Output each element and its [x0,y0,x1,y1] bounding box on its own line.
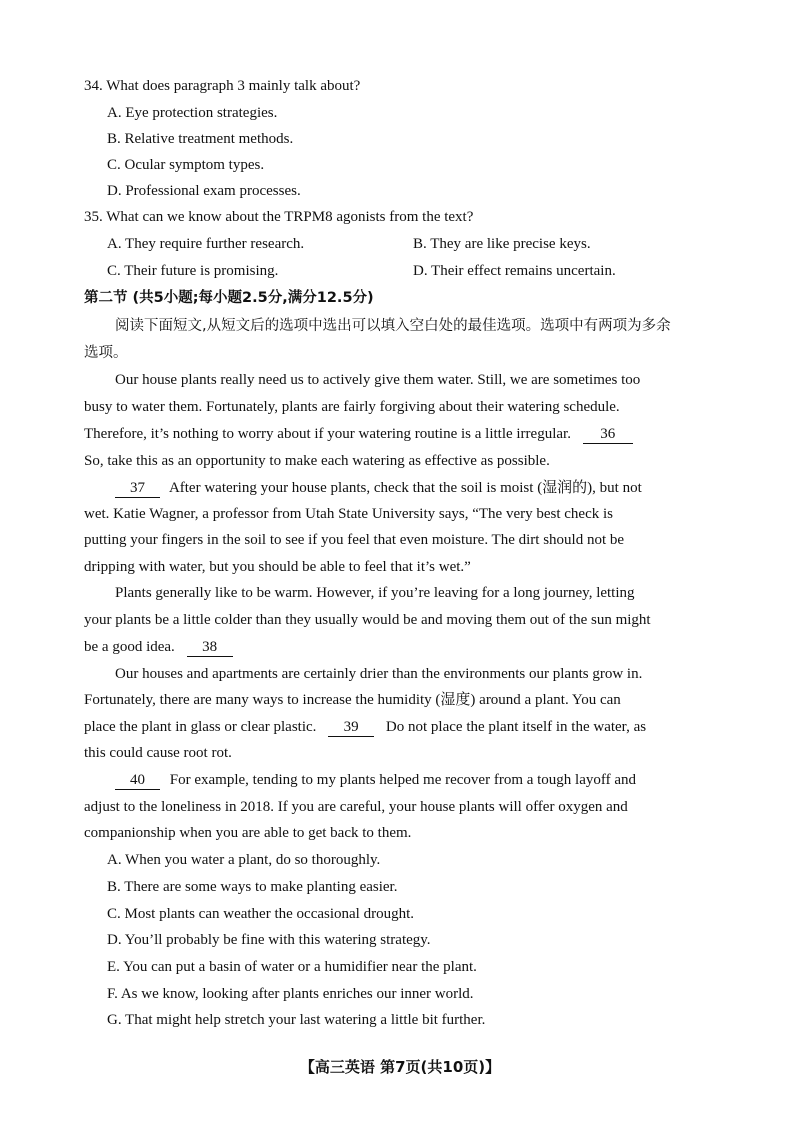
question-35-option-c: C. Their future is promising. [107,263,279,279]
question-35-option-d: D. Their effect remains uncertain. [413,263,616,279]
passage-p4-line3 [84,717,646,737]
question-35-option-a: A. They require further research. [107,236,305,252]
choice-a: A. When you water a plant, do so thoroughly. [107,852,381,868]
passage-p4-line4: this could cause root rot. [84,745,232,761]
question-35-stem: 35. What can we know about the TRPM8 agonists from the text? [84,209,474,225]
choice-g: G. That might help stretch your last watering a little bit further. [107,1012,486,1028]
page-footer: 【高三英语 第7页(共10页)】 [299,1058,501,1076]
question-34-option-a: A. Eye protection strategies. [107,105,278,121]
question-35-option-b: B. They are like precise keys. [413,236,591,252]
passage-p4-line2: Fortunately, there are many ways to increase the humidity (湿度) around a plant. You can [84,692,621,708]
passage-p2-line1-text: After watering your house plants, check that the soil is moist (湿润的), but not [168,480,642,496]
passage-p1-line2: busy to water them. Fortunately, plants are fairly forgiving about their watering schedule. [84,399,620,415]
passage-p3-line3-text: be a good idea. [84,639,175,655]
choice-e: E. You can put a basin of water or a humidifier near the plant. [107,959,477,975]
blank-40[interactable]: 40 [115,771,160,790]
passage-p5-line3: companionship when you are able to get back to them. [84,825,412,841]
passage-p5-line1 [115,770,636,790]
passage-p2-line4: dripping with water, but you should be able to feel that it’s wet.” [84,559,471,575]
section-instructions-line1: 阅读下面短文,从短文后的选项中选出可以填入空白处的最佳选项。选项中有两项为多余 [115,318,671,334]
choice-b: B. There are some ways to make planting easier. [107,879,398,895]
passage-p3-line3 [84,637,233,657]
choice-d: D. You’ll probably be fine with this watering strategy. [107,932,431,948]
blank-36[interactable]: 36 [583,425,633,444]
passage-p2-line1 [115,478,642,498]
passage-p3-line2: your plants be a little colder than they usually would be and moving them out of the sun might [84,612,651,628]
passage-p3-line1: Plants generally like to be warm. However, if you’re leaving for a long journey, letting [115,585,635,601]
question-34-option-d: D. Professional exam processes. [107,183,301,199]
passage-p1-line3-text: Therefore, it’s nothing to worry about if your watering routine is a little irregular. [84,426,571,442]
passage-p2-line2: wet. Katie Wagner, a professor from Utah State University says, “The very best check is [84,506,613,522]
passage-p4-line1: Our houses and apartments are certainly drier than the environments our plants grow in. [115,666,643,682]
passage-p1-line4: So, take this as an opportunity to make each watering as effective as possible. [84,453,550,469]
passage-p5-line1-text: For example, tending to my plants helped me recover from a tough layoff and [169,772,637,788]
blank-38[interactable]: 38 [187,638,233,657]
section-heading: 第二节 (共5小题;每小题2.5分,满分12.5分) [84,290,374,306]
blank-37[interactable]: 37 [115,479,160,498]
question-34-option-b: B. Relative treatment methods. [107,131,294,147]
passage-p5-line2: adjust to the loneliness in 2018. If you are careful, your house plants will offer oxygen and [84,799,628,815]
passage-p1-line3 [84,424,633,444]
passage-p4-line3b-text: Do not place the plant itself in the water, as [385,719,647,735]
passage-p1-line1: Our house plants really need us to actively give them water. Still, we are sometimes too [115,372,641,388]
blank-39[interactable]: 39 [328,718,374,737]
choice-c: C. Most plants can weather the occasional drought. [107,906,415,922]
question-34-option-c: C. Ocular symptom types. [107,157,265,173]
choice-f: F. As we know, looking after plants enriches our inner world. [107,986,474,1002]
passage-p4-line3a-text: place the plant in glass or clear plastic. [84,719,317,735]
passage-p2-line3: putting your fingers in the soil to see if you feel that even moisture. The dirt should not be [84,532,625,548]
section-instructions-line2: 选项。 [84,345,128,361]
question-34-stem: 34. What does paragraph 3 mainly talk about? [84,78,361,94]
